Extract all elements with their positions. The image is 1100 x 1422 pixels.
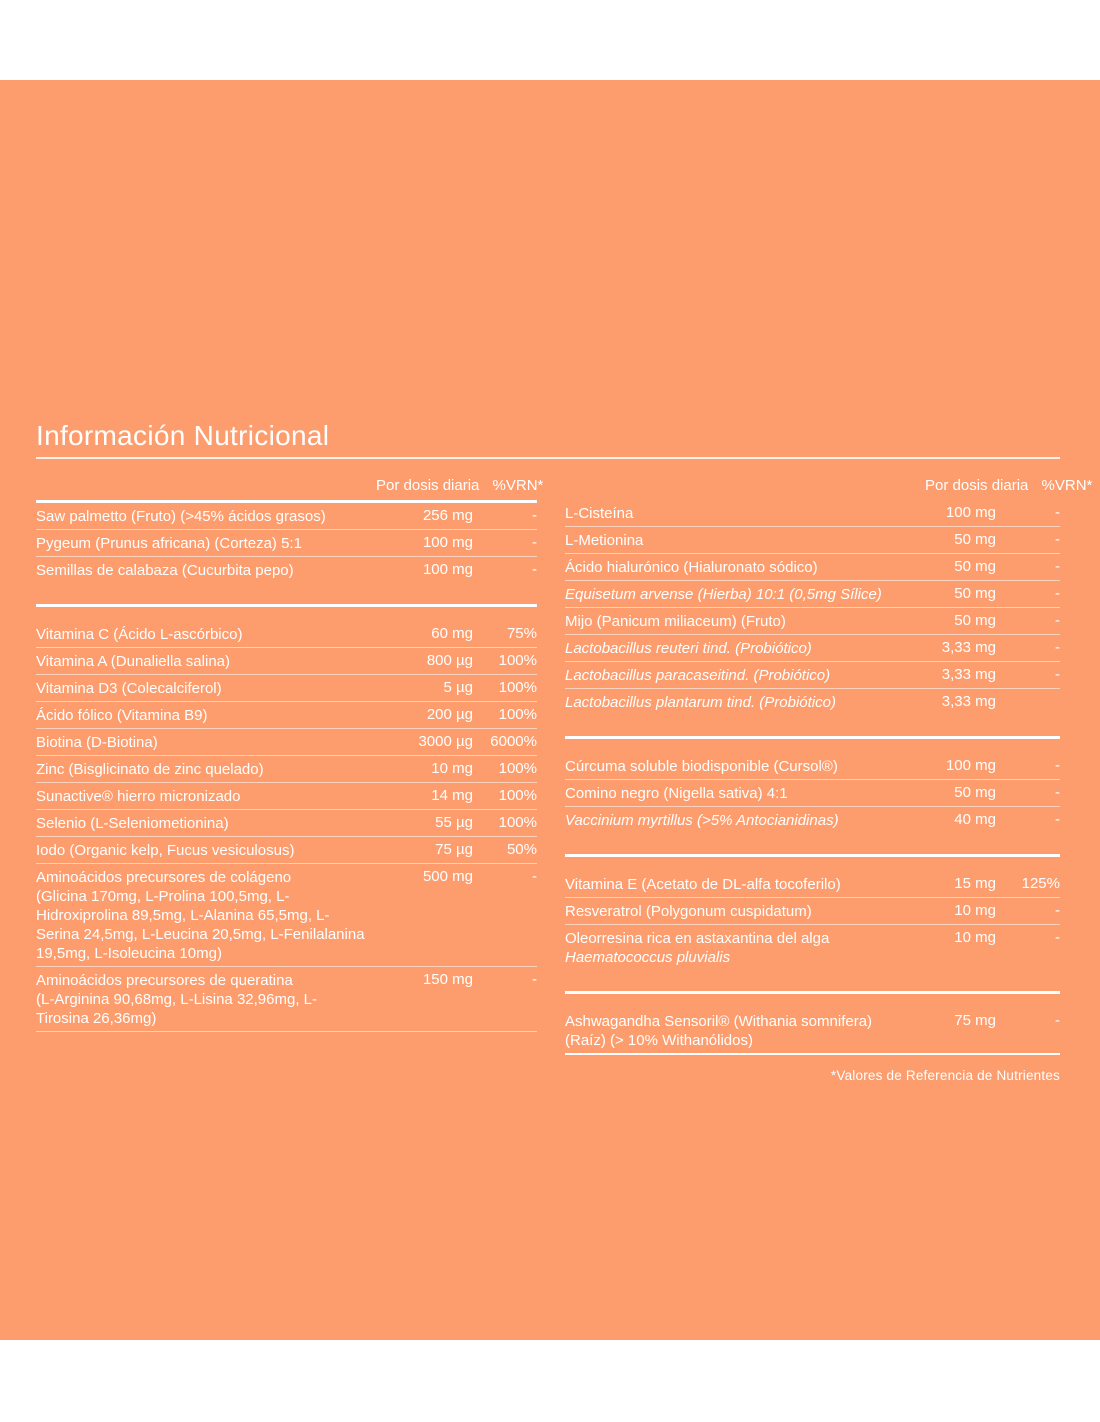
nutrient-name-line2: (L-Arginina 90,68mg, L-Lisina 32,96mg, L-Tirosina 26,36mg) xyxy=(36,991,317,1027)
vrn-value: - xyxy=(1055,811,1060,828)
vrn-value: - xyxy=(1055,757,1060,774)
table-section xyxy=(565,854,1060,975)
nutrient-name-line2: (Glicina 170mg, L-Prolina 100,5mg, L-Hidroxiprolina 89,5mg, L-Alanina 65,5mg, L-Serina 24,5mg, L-Leucina 20,5mg, L-Fenilalanina 19,5mg, L-Isoleucina 10mg) xyxy=(36,888,365,962)
vrn-footnote: *Valores de Referencia de Nutrientes xyxy=(830,1068,1060,1083)
nutrient-name-cell xyxy=(565,902,925,921)
nutrient-name-cell xyxy=(565,811,925,830)
vrn-value: 100% xyxy=(498,652,537,669)
table-row xyxy=(565,527,1060,554)
nutrient-name-cell xyxy=(565,784,925,803)
table-row xyxy=(565,780,1060,807)
nutrient-name-line2: Haematococcus pluvialis xyxy=(565,949,731,966)
vrn-value: 6000% xyxy=(490,733,537,750)
table-row xyxy=(565,500,1060,527)
nutrient-name-cell xyxy=(565,504,925,523)
vrn-value: 100% xyxy=(498,679,537,696)
table-row xyxy=(36,503,537,530)
amount-value: 200 µg xyxy=(426,706,473,723)
table-row xyxy=(565,689,1060,720)
amount-value: 50 mg xyxy=(954,558,996,575)
table-row xyxy=(36,756,537,783)
nutrient-name: Lactobacillus paracaseitind. (Probiótico) xyxy=(565,667,831,684)
nutrient-name: Ashwagandha Sensoril® (Withania somnifera) xyxy=(565,1013,873,1030)
nutrient-name: Cúrcuma soluble biodisponible (Cursol®) xyxy=(565,758,838,775)
nutrient-name-cell xyxy=(36,625,376,644)
nutrient-name: Zinc (Bisglicinato de zinc quelado) xyxy=(36,761,264,778)
amount-value: 3000 µg xyxy=(418,733,473,750)
amount-value: 256 mg xyxy=(422,507,473,524)
nutrient-name: Aminoácidos precursores de colágeno xyxy=(36,869,292,886)
table-row xyxy=(36,621,537,648)
table-row xyxy=(36,557,537,588)
table-section xyxy=(565,991,1060,1055)
nutrient-name: Vitamina D3 (Colecalciferol) xyxy=(36,680,222,697)
table-row xyxy=(565,871,1060,898)
table-row xyxy=(36,783,537,810)
nutrient-name-cell xyxy=(36,787,376,806)
vrn-value: 125% xyxy=(1021,875,1060,892)
table-row xyxy=(565,1008,1060,1055)
vrn-value: - xyxy=(532,561,537,578)
table-row xyxy=(36,810,537,837)
table-row xyxy=(565,898,1060,925)
nutrient-name-cell xyxy=(36,706,376,725)
amount-value: 10 mg xyxy=(954,902,996,919)
nutrient-name-cell xyxy=(36,733,376,752)
table-row xyxy=(36,864,537,967)
nutrient-name: Sunactive® hierro micronizado xyxy=(36,788,241,805)
table-row xyxy=(565,662,1060,689)
amount-value: 75 µg xyxy=(435,841,473,858)
nutrient-name-cell xyxy=(36,507,376,526)
nutrient-name-cell xyxy=(36,534,376,553)
table-header xyxy=(565,464,1093,500)
amount-value: 10 mg xyxy=(431,760,473,777)
nutrient-name: Comino negro (Nigella sativa) 4:1 xyxy=(565,785,788,802)
vrn-value: - xyxy=(1055,902,1060,919)
amount-value: 100 mg xyxy=(945,504,996,521)
vrn-value: 100% xyxy=(498,706,537,723)
title-divider xyxy=(36,457,1060,459)
table-row xyxy=(565,635,1060,662)
table-row xyxy=(36,702,537,729)
vrn-value: - xyxy=(1055,585,1060,602)
nutrient-name: Selenio (L-Seleniometionina) xyxy=(36,815,229,832)
amount-value: 150 mg xyxy=(422,971,473,988)
vrn-value: 100% xyxy=(498,787,537,804)
table-header xyxy=(36,464,544,503)
table-section xyxy=(36,604,537,1032)
table-section xyxy=(36,503,537,588)
nutrient-name: Resveratrol (Polygonum cuspidatum) xyxy=(565,903,812,920)
nutrient-name-cell xyxy=(36,561,376,580)
amount-value: 50 mg xyxy=(954,531,996,548)
amount-value: 3,33 mg xyxy=(941,639,996,656)
table-section xyxy=(565,736,1060,838)
vrn-value: - xyxy=(532,507,537,524)
table-row xyxy=(565,807,1060,838)
amount-value: 75 mg xyxy=(954,1012,996,1029)
table-row xyxy=(565,925,1060,975)
amount-value: 50 mg xyxy=(954,784,996,801)
panel-title: Información Nutricional xyxy=(36,420,330,451)
column-header-dose: Por dosis diaria xyxy=(376,477,480,494)
nutrient-name-line2: (Raíz) (> 10% Withanólidos) xyxy=(565,1032,753,1049)
table-row xyxy=(565,554,1060,581)
table-row xyxy=(565,753,1060,780)
vrn-value: 100% xyxy=(498,814,537,831)
nutrient-name-cell xyxy=(565,531,925,550)
vrn-value: - xyxy=(1055,1012,1060,1029)
table-row xyxy=(36,967,537,1032)
table-section xyxy=(565,500,1060,720)
nutrient-name: Equisetum arvense (Hierba) 10:1 (0,5mg Sílice) xyxy=(565,586,882,603)
nutrient-name: Vitamina C (Ácido L-ascórbico) xyxy=(36,626,243,643)
nutrient-name-cell xyxy=(36,760,376,779)
amount-value: 100 mg xyxy=(422,534,473,551)
nutrient-name-cell xyxy=(565,585,925,604)
nutrient-name-cell xyxy=(36,679,376,698)
amount-value: 100 mg xyxy=(945,757,996,774)
column-header-vrn: %VRN* xyxy=(1041,477,1093,494)
nutrient-name: Semillas de calabaza (Cucurbita pepo) xyxy=(36,562,294,579)
vrn-value: - xyxy=(1055,531,1060,548)
table-row xyxy=(36,530,537,557)
amount-value: 3,33 mg xyxy=(941,666,996,683)
nutrient-name-cell xyxy=(565,757,925,776)
nutrient-name: Aminoácidos precursores de queratina xyxy=(36,972,293,989)
nutrient-name: Lactobacillus reuteri tind. (Probiótico) xyxy=(565,640,812,657)
amount-value: 50 mg xyxy=(954,585,996,602)
nutrient-name: Vitamina A (Dunaliella salina) xyxy=(36,653,230,670)
amount-value: 40 mg xyxy=(954,811,996,828)
nutrient-name: Pygeum (Prunus africana) (Corteza) 5:1 xyxy=(36,535,302,552)
column-header-vrn: %VRN* xyxy=(492,477,544,494)
amount-value: 14 mg xyxy=(431,787,473,804)
column-header-dose: Por dosis diaria xyxy=(925,477,1029,494)
amount-value: 500 mg xyxy=(422,868,473,885)
vrn-value: - xyxy=(532,971,537,988)
nutrient-name: L-Metionina xyxy=(565,532,644,549)
nutrient-name-cell xyxy=(565,612,925,631)
vrn-value: - xyxy=(1055,784,1060,801)
table-body xyxy=(36,503,537,1032)
vrn-value: - xyxy=(1055,504,1060,521)
amount-value: 800 µg xyxy=(426,652,473,669)
nutrition-panel xyxy=(0,80,1100,1340)
nutrient-name-cell xyxy=(565,875,925,894)
nutrient-name-cell xyxy=(565,558,925,577)
amount-value: 5 µg xyxy=(443,679,473,696)
vrn-value: 50% xyxy=(506,841,537,858)
table-row xyxy=(36,675,537,702)
vrn-value: 75% xyxy=(506,625,537,642)
nutrient-name-cell xyxy=(565,639,925,658)
nutrient-name: Vitamina E (Acetato de DL-alfa tocoferilo) xyxy=(565,876,841,893)
table-body xyxy=(565,500,1060,1055)
amount-value: 10 mg xyxy=(954,929,996,946)
nutrient-name: Lactobacillus plantarum tind. (Probiótico) xyxy=(565,694,836,711)
amount-value: 15 mg xyxy=(954,875,996,892)
nutrient-name: Ácido fólico (Vitamina B9) xyxy=(36,707,208,724)
nutrient-name: Biotina (D-Biotina) xyxy=(36,734,158,751)
vrn-value: - xyxy=(532,534,537,551)
nutrient-name: L-Cisteína xyxy=(565,505,634,522)
nutrient-name-cell xyxy=(565,666,925,685)
vrn-value: - xyxy=(1055,558,1060,575)
nutrient-name-cell xyxy=(565,1012,925,1050)
amount-value: 60 mg xyxy=(431,625,473,642)
nutrient-name: Mijo (Panicum miliaceum) (Fruto) xyxy=(565,613,786,630)
nutrient-name-cell xyxy=(36,652,376,671)
nutrient-name: Oleorresina rica en astaxantina del alga xyxy=(565,930,830,947)
nutrient-name: Saw palmetto (Fruto) (>45% ácidos grasos) xyxy=(36,508,326,525)
amount-value: 50 mg xyxy=(954,612,996,629)
vrn-value: 100% xyxy=(498,760,537,777)
nutrient-name: Iodo (Organic kelp, Fucus vesiculosus) xyxy=(36,842,295,859)
vrn-value: - xyxy=(1055,666,1060,683)
vrn-value: - xyxy=(1055,639,1060,656)
vrn-value: - xyxy=(532,868,537,885)
nutrient-name-cell xyxy=(36,841,376,860)
amount-value: 55 µg xyxy=(435,814,473,831)
table-row xyxy=(565,581,1060,608)
vrn-value: - xyxy=(1055,612,1060,629)
nutrition-table-right xyxy=(565,464,1093,1084)
table-row xyxy=(36,648,537,675)
amount-value: 100 mg xyxy=(422,561,473,578)
table-row xyxy=(36,837,537,864)
nutrient-name-cell xyxy=(565,929,925,967)
table-row xyxy=(565,608,1060,635)
nutrient-name-cell xyxy=(565,693,925,712)
nutrient-name-cell xyxy=(36,971,376,1028)
nutrient-name: Vaccinium myrtillus (>5% Antocianidinas) xyxy=(565,812,839,829)
table-row xyxy=(36,729,537,756)
nutrient-name: Ácido hialurónico (Hialuronato sódico) xyxy=(565,559,818,576)
nutrient-name-cell xyxy=(36,868,376,963)
nutrient-name-cell xyxy=(36,814,376,833)
vrn-value: - xyxy=(1055,929,1060,946)
nutrition-table-left xyxy=(36,464,544,1032)
amount-value: 3,33 mg xyxy=(941,693,996,710)
